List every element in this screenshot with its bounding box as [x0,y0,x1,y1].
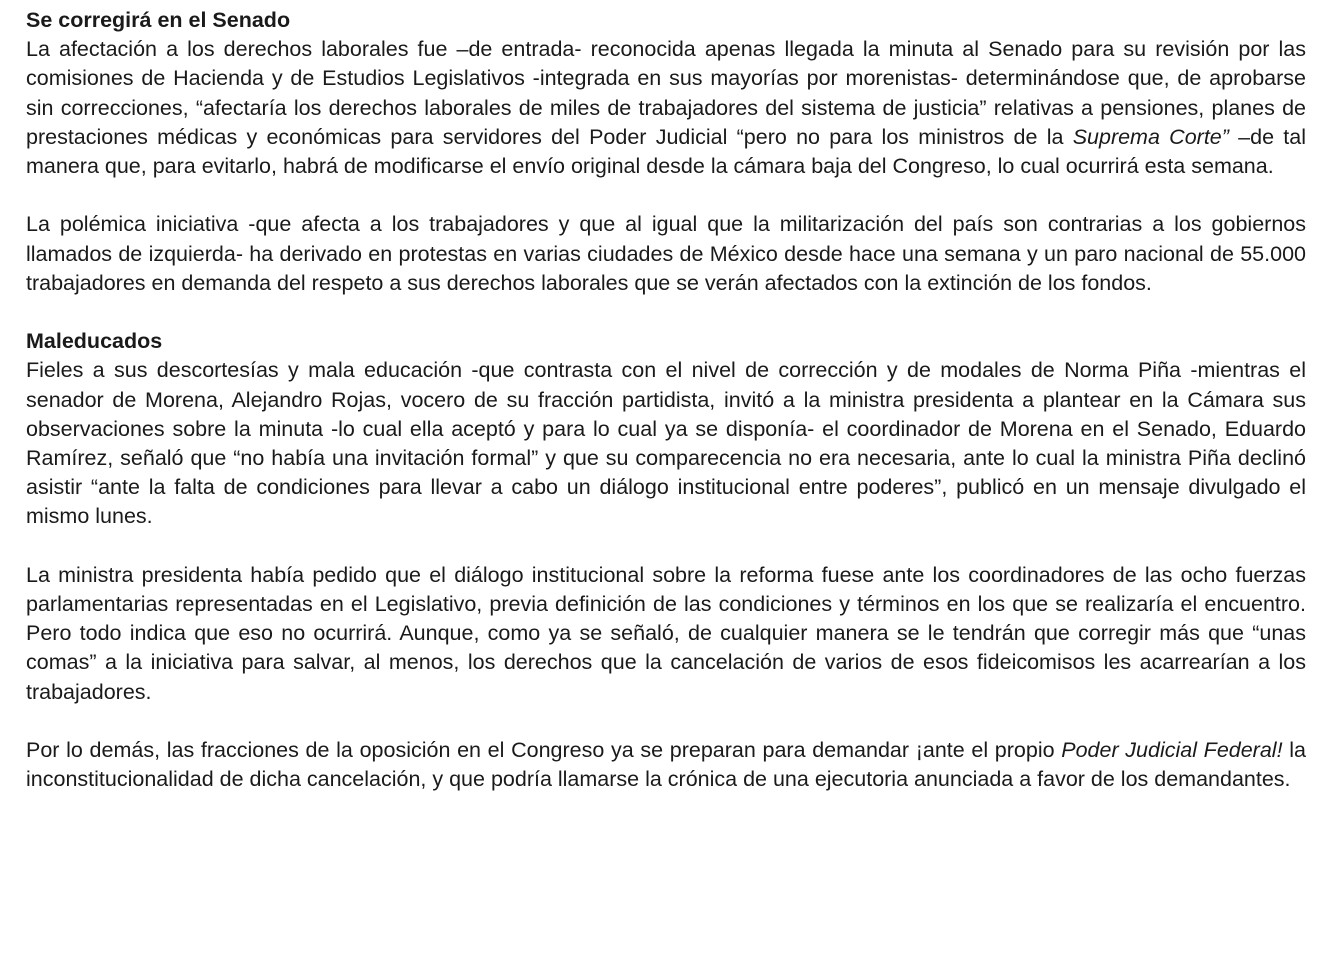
italic-text: Suprema Corte” [1072,124,1229,149]
paragraph-text: –de tal manera que, para evitarlo, habrá de modificarse el envío original desde la cámara baja del Congreso, lo cual ocurrirá esta semana. [26,124,1307,179]
paragraph-text: Por lo demás, las fracciones de la oposición en el Congreso ya se preparan para demandar ¡ante el propio [26,738,1062,763]
paragraph-text: la inconstitucionalidad de dicha cancelación, y que podría llamarse la crónica de una ejecutoria anunciada a favor de los demandantes. [26,738,1306,792]
italic-text: Poder Judicial Federal! [1061,738,1283,763]
paragraph-ministra: La ministra presidenta había pedido que el diálogo institucional sobre la reforma fuese ante los coordinadores de las ocho fuerzas parlamentarias representadas en el Legislativo, previa definición de las condiciones y términos en los que se realizaría el encuentro. Pero todo indica que eso no ocurrirá. Aunque, como ya se señaló, de cualquier manera se le tendrán que corregir más que “unas comas” a la iniciativa para salvar, al menos, los derechos que la cancelación de varios de esos fideicomisos les acarrearían a los trabajadores. [26,562,1306,704]
paragraph-polemica: La polémica iniciativa -que afecta a los trabajadores y que al igual que la militarización del país son contrarias a los gobiernos llamados de izquierda- ha derivado en protestas en varias ciudades de México desde hace una semana y un paro nacional de 55.000 trabajadores en demanda del respeto a sus derechos laborales que se verán afectados con la extinción de los fondos. [26,212,1306,295]
paragraph-spacer [26,181,1306,210]
section-heading-senado: Se corregirá en el Senado [26,8,291,32]
paragraph-spacer [26,298,1306,327]
paragraph-por-lo-demas [26,736,1306,794]
paragraph-fieles: Fieles a sus descortesías y mala educación -que contrasta con el nivel de corrección y de modales de Norma Piña -mientras el senador de Morena, Alejandro Rojas, vocero de su fracción partidista, invitó a la ministra presidenta a plantear en la Cámara sus observaciones sobre la minuta -lo cual ella aceptó y para lo cual ya se disponía- el coordinador de Morena en el Senado, Eduardo Ramírez, señaló que “no había una invitación formal” y que su comparecencia no era necesaria, ante lo cual la ministra Piña declinó asistir “ante la falta de condiciones para llevar a cabo un diálogo institucional entre poderes”, publicó en un mensaje divulgado el mismo lunes. [26,358,1306,529]
paragraph-text: La afectación a los derechos laborales fue –de entrada- reconocida apenas llegada la minuta al Senado para su revisión por las comisiones de Hacienda y de Estudios Legislativos -integrada en sus mayorías por morenistas- determinándose que, de aprobarse sin correcciones, “afectaría los derechos laborales de miles de trabajadores del sistema de justicia” relativas a pensiones, planes de prestaciones médicas y económicas para servidores del Poder Judicial “pero no para los ministros de la [26,37,1306,149]
section-heading-maleducados: Maleducados [26,329,163,354]
paragraph-spacer [26,532,1306,561]
paragraph-afectacion [26,35,1306,181]
paragraph-spacer [26,707,1306,736]
article-body [26,6,1306,794]
